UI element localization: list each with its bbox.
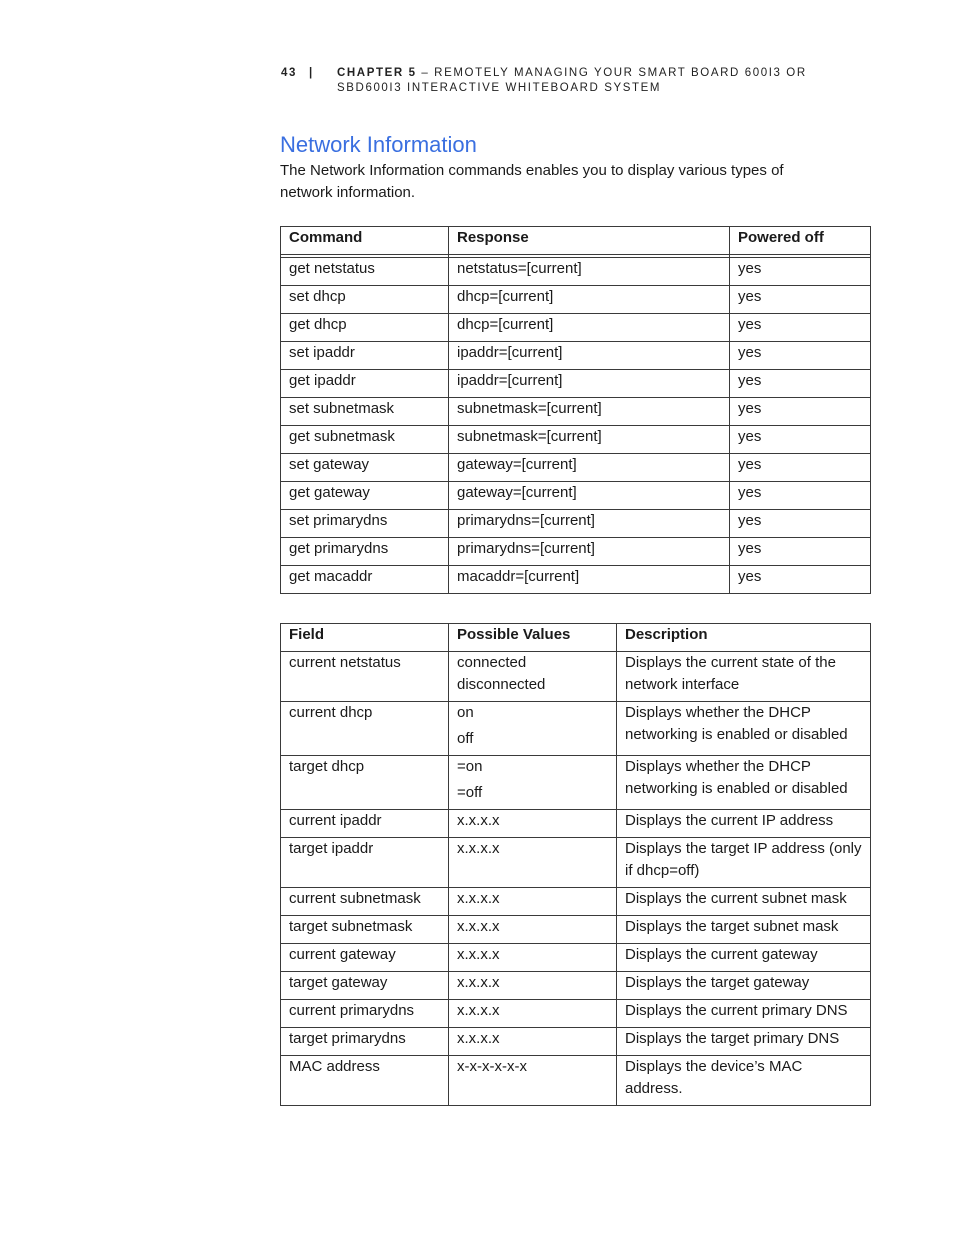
table-row xyxy=(281,810,871,838)
header-separator: | xyxy=(309,67,314,79)
powered-off-cell: yes xyxy=(730,454,871,482)
field-cell: target dhcp xyxy=(281,756,449,810)
powered-off-cell: yes xyxy=(730,566,871,594)
field-cell: target ipaddr xyxy=(281,838,449,888)
possible-value: x-x-x-x-x-x xyxy=(457,1058,527,1075)
possible-value: connected xyxy=(457,654,527,671)
description-cell: Displays the target gateway xyxy=(617,972,871,1000)
response-cell: primarydns=[current] xyxy=(449,538,730,566)
field-table-header-row xyxy=(281,624,871,652)
table-row xyxy=(281,370,871,398)
possible-values-cell xyxy=(449,888,617,916)
command-cell: set subnetmask xyxy=(281,398,449,426)
possible-value: disconnected xyxy=(457,676,546,693)
possible-value: =on xyxy=(457,758,483,775)
table-row xyxy=(281,1000,871,1028)
command-cell: set gateway xyxy=(281,454,449,482)
section-title: Network Information xyxy=(280,132,477,157)
section-intro: The Network Information commands enables you to display various types of network information. xyxy=(280,162,784,201)
description-cell: Displays the current subnet mask xyxy=(617,888,871,916)
possible-values-cell xyxy=(449,838,617,888)
powered-off-cell: yes xyxy=(730,426,871,454)
chapter-label: CHAPTER 5 xyxy=(337,67,417,79)
command-cell: get subnetmask xyxy=(281,426,449,454)
possible-values-cell xyxy=(449,1028,617,1056)
response-cell: macaddr=[current] xyxy=(449,566,730,594)
table-row xyxy=(281,482,871,510)
powered-off-cell: yes xyxy=(730,370,871,398)
field-cell: current primarydns xyxy=(281,1000,449,1028)
command-cell: get macaddr xyxy=(281,566,449,594)
possible-value: x.x.x.x xyxy=(457,1030,500,1047)
field-cell: target primarydns xyxy=(281,1028,449,1056)
possible-value: x.x.x.x xyxy=(457,974,500,991)
possible-values-cell xyxy=(449,1056,617,1106)
possible-value: x.x.x.x xyxy=(457,840,500,857)
description-cell: Displays the current IP address xyxy=(617,810,871,838)
table-row xyxy=(281,342,871,370)
powered-off-cell: yes xyxy=(730,258,871,286)
table-row xyxy=(281,916,871,944)
command-cell: get netstatus xyxy=(281,258,449,286)
table-row xyxy=(281,944,871,972)
possible-value: =off xyxy=(457,784,483,801)
response-cell: subnetmask=[current] xyxy=(449,398,730,426)
column-header-command: Command xyxy=(281,227,449,255)
field-cell: current gateway xyxy=(281,944,449,972)
field-cell: current dhcp xyxy=(281,702,449,756)
response-cell: gateway=[current] xyxy=(449,482,730,510)
column-header-possible-values: Possible Values xyxy=(449,624,617,652)
command-cell: get gateway xyxy=(281,482,449,510)
field-cell: target subnetmask xyxy=(281,916,449,944)
response-cell: dhcp=[current] xyxy=(449,286,730,314)
column-header-response: Response xyxy=(449,227,730,255)
possible-values-cell xyxy=(449,756,617,810)
table-row xyxy=(281,702,871,756)
field-cell: target gateway xyxy=(281,972,449,1000)
table-row xyxy=(281,314,871,342)
response-cell: primarydns=[current] xyxy=(449,510,730,538)
possible-value: x.x.x.x xyxy=(457,946,500,963)
possible-values-cell xyxy=(449,702,617,756)
table-row xyxy=(281,426,871,454)
column-header-powered-off: Powered off xyxy=(730,227,871,255)
table-row xyxy=(281,566,871,594)
column-header-field: Field xyxy=(281,624,449,652)
chapter-title: – REMOTELY MANAGING YOUR SMART BOARD 600I3 OR SBD600I3 INTERACTIVE WHITEBOARD SYSTEM xyxy=(337,67,807,94)
possible-value: x.x.x.x xyxy=(457,890,500,907)
command-cell: set primarydns xyxy=(281,510,449,538)
field-cell: current subnetmask xyxy=(281,888,449,916)
table-row xyxy=(281,1056,871,1106)
description-cell: Displays the current primary DNS xyxy=(617,1000,871,1028)
field-cell: current ipaddr xyxy=(281,810,449,838)
possible-values-cell xyxy=(449,810,617,838)
table-row xyxy=(281,972,871,1000)
command-table-header-row xyxy=(281,227,871,255)
possible-value: x.x.x.x xyxy=(457,1002,500,1019)
response-cell: dhcp=[current] xyxy=(449,314,730,342)
powered-off-cell: yes xyxy=(730,398,871,426)
field-table xyxy=(280,623,871,1106)
response-cell: netstatus=[current] xyxy=(449,258,730,286)
table-row xyxy=(281,1028,871,1056)
response-cell: gateway=[current] xyxy=(449,454,730,482)
description-cell: Displays whether the DHCP networking is enabled or disabled xyxy=(617,702,871,756)
table-row xyxy=(281,756,871,810)
command-table-body xyxy=(281,255,871,594)
powered-off-cell: yes xyxy=(730,314,871,342)
command-table xyxy=(280,226,871,594)
table-row xyxy=(281,538,871,566)
possible-value: on xyxy=(457,704,474,721)
page-number: 43 xyxy=(281,67,297,79)
column-header-description: Description xyxy=(617,624,871,652)
response-cell: subnetmask=[current] xyxy=(449,426,730,454)
possible-values-cell xyxy=(449,1000,617,1028)
command-cell: set ipaddr xyxy=(281,342,449,370)
powered-off-cell: yes xyxy=(730,482,871,510)
table-row xyxy=(281,454,871,482)
response-cell: ipaddr=[current] xyxy=(449,342,730,370)
description-cell: Displays the target IP address (only if dhcp=off) xyxy=(617,838,871,888)
chapter-heading xyxy=(337,66,857,96)
table-row xyxy=(281,398,871,426)
table-row xyxy=(281,286,871,314)
command-cell: set dhcp xyxy=(281,286,449,314)
table-row xyxy=(281,838,871,888)
powered-off-cell: yes xyxy=(730,342,871,370)
field-table-body xyxy=(281,652,871,1106)
description-cell: Displays the current state of the network interface xyxy=(617,652,871,702)
possible-values-cell xyxy=(449,916,617,944)
table-row xyxy=(281,258,871,286)
powered-off-cell: yes xyxy=(730,286,871,314)
possible-value: off xyxy=(457,730,474,747)
field-cell: current netstatus xyxy=(281,652,449,702)
table-row xyxy=(281,888,871,916)
command-cell: get ipaddr xyxy=(281,370,449,398)
response-cell: ipaddr=[current] xyxy=(449,370,730,398)
description-cell: Displays the target primary DNS xyxy=(617,1028,871,1056)
command-cell: get primarydns xyxy=(281,538,449,566)
possible-value: x.x.x.x xyxy=(457,812,500,829)
table-row xyxy=(281,510,871,538)
field-cell: MAC address xyxy=(281,1056,449,1106)
possible-values-cell xyxy=(449,944,617,972)
description-cell: Displays the target subnet mask xyxy=(617,916,871,944)
description-cell: Displays the current gateway xyxy=(617,944,871,972)
possible-value: x.x.x.x xyxy=(457,918,500,935)
description-cell: Displays whether the DHCP networking is enabled or disabled xyxy=(617,756,871,810)
command-cell: get dhcp xyxy=(281,314,449,342)
powered-off-cell: yes xyxy=(730,538,871,566)
possible-values-cell xyxy=(449,972,617,1000)
table-row xyxy=(281,652,871,702)
powered-off-cell: yes xyxy=(730,510,871,538)
description-cell: Displays the device’s MAC address. xyxy=(617,1056,871,1106)
possible-values-cell xyxy=(449,652,617,702)
